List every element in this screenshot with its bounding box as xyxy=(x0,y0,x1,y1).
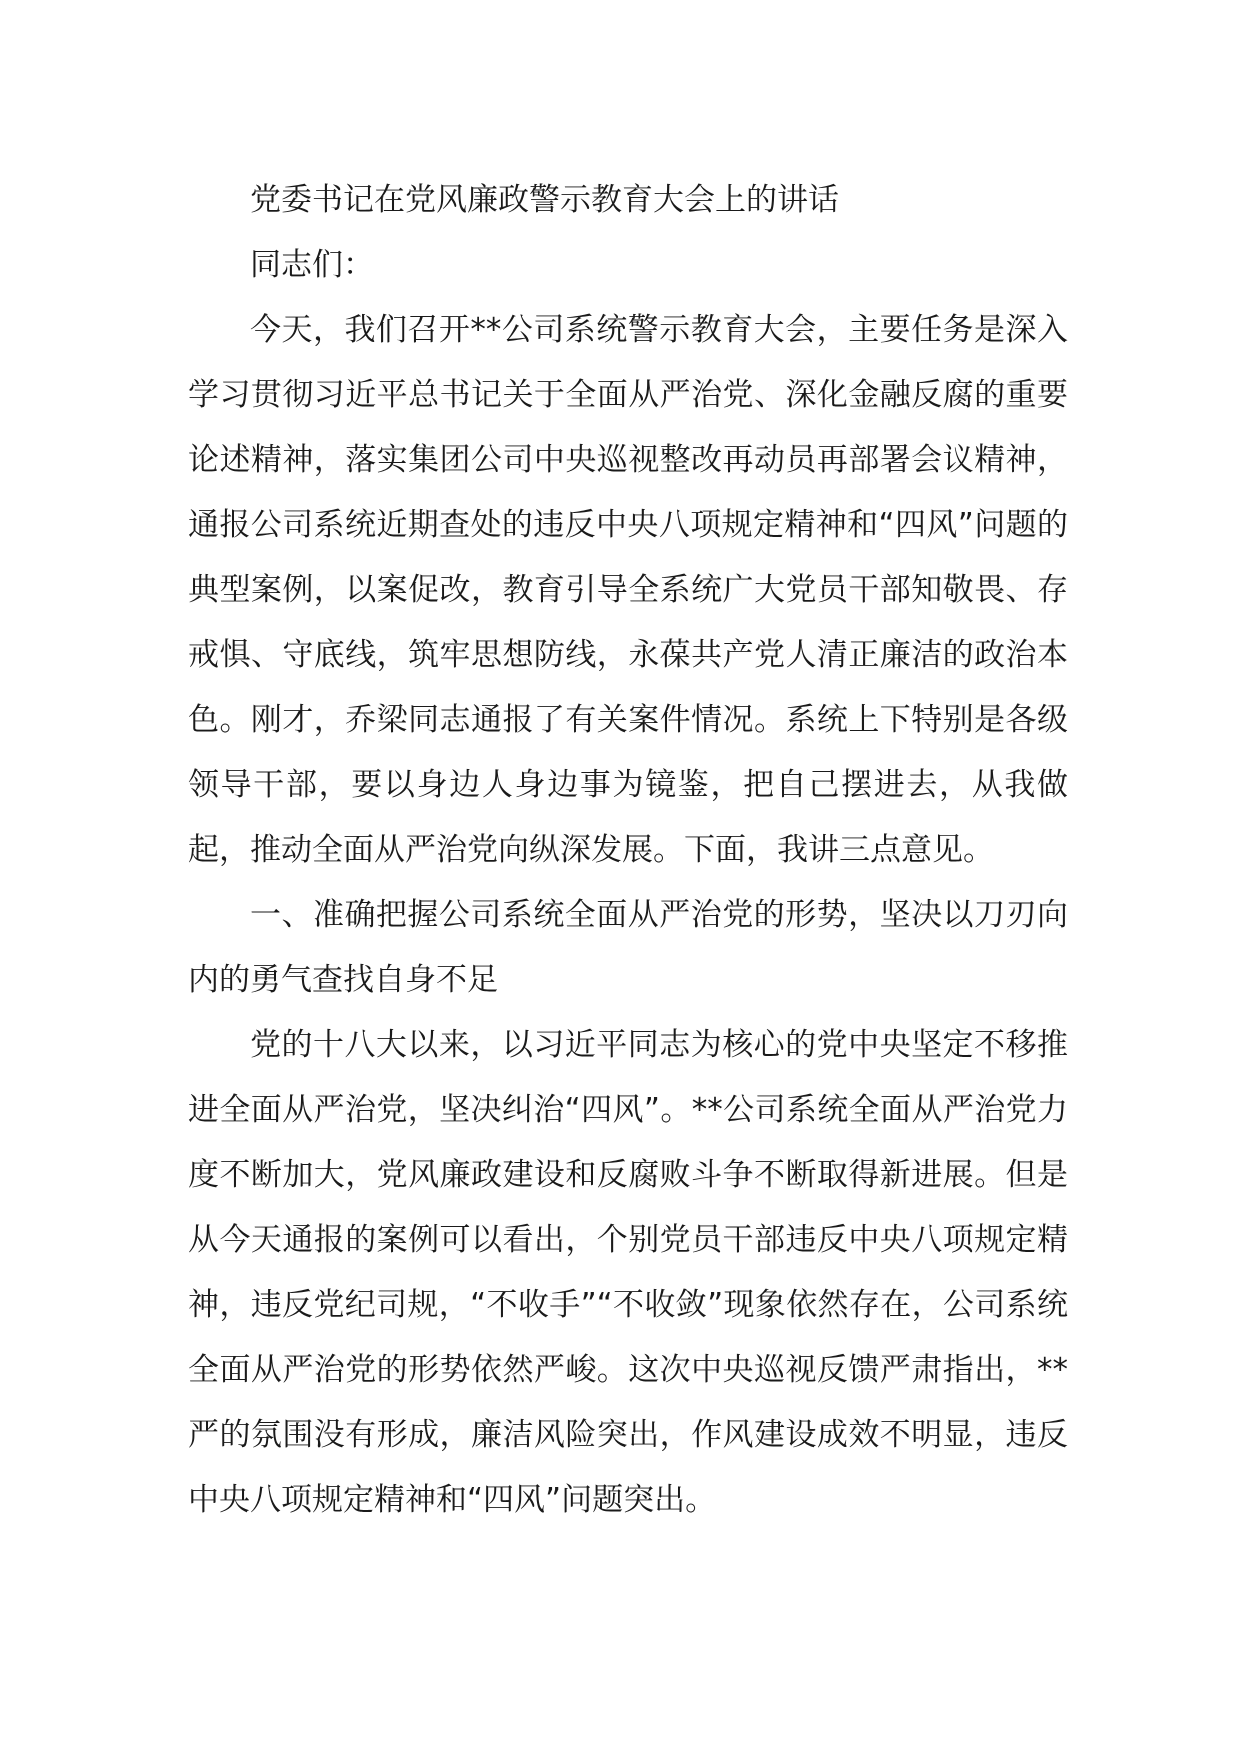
document-page xyxy=(188,168,1068,1533)
paragraph-intro: 今天，我们召开**公司系统警示教育大会，主要任务是深入学习贯彻习近平总书记关于全面从严治党、深化金融反腐的重要论述精神，落实集团公司中央巡视整改再动员再部署会议精神，通报公司系统近期查处的违反中央八项规定精神和“四风”问题的典型案例，以案促改，教育引导全系统广大党员干部知敬畏、存戒惧、守底线，筑牢思想防线，永葆共产党人清正廉洁的政治本色。刚才，乔梁同志通报了有关案件情况。系统上下特别是各级领导干部，要以身边人身边事为镜鉴，把自己摆进去，从我做起，推动全面从严治党向纵深发展。下面，我讲三点意见。 xyxy=(188,312,1068,868)
salutation: 同志们： xyxy=(250,247,374,283)
paragraph-section-1: 党的十八大以来，以习近平同志为核心的党中央坚定不移推进全面从严治党，坚决纠治“四风”。**公司系统全面从严治党力度不断加大，党风廉政建设和反腐败斗争不断取得新进展。但是从今天通报的案例可以看出，个别党员干部违反中央八项规定精神，违反党纪司规，“不收手”“不收敛”现象依然存在，公司系统全面从严治党的形势依然严峻。这次中央巡视反馈严肃指出，**严的氛围没有形成，廉洁风险突出，作风建设成效不明显，违反中央八项规定精神和“四风”问题突出。 xyxy=(188,1027,1068,1518)
section-heading-1: 一、准确把握公司系统全面从严治党的形势，坚决以刀刃向内的勇气查找自身不足 xyxy=(188,897,1068,998)
document-title: 党委书记在党风廉政警示教育大会上的讲话 xyxy=(250,182,839,218)
